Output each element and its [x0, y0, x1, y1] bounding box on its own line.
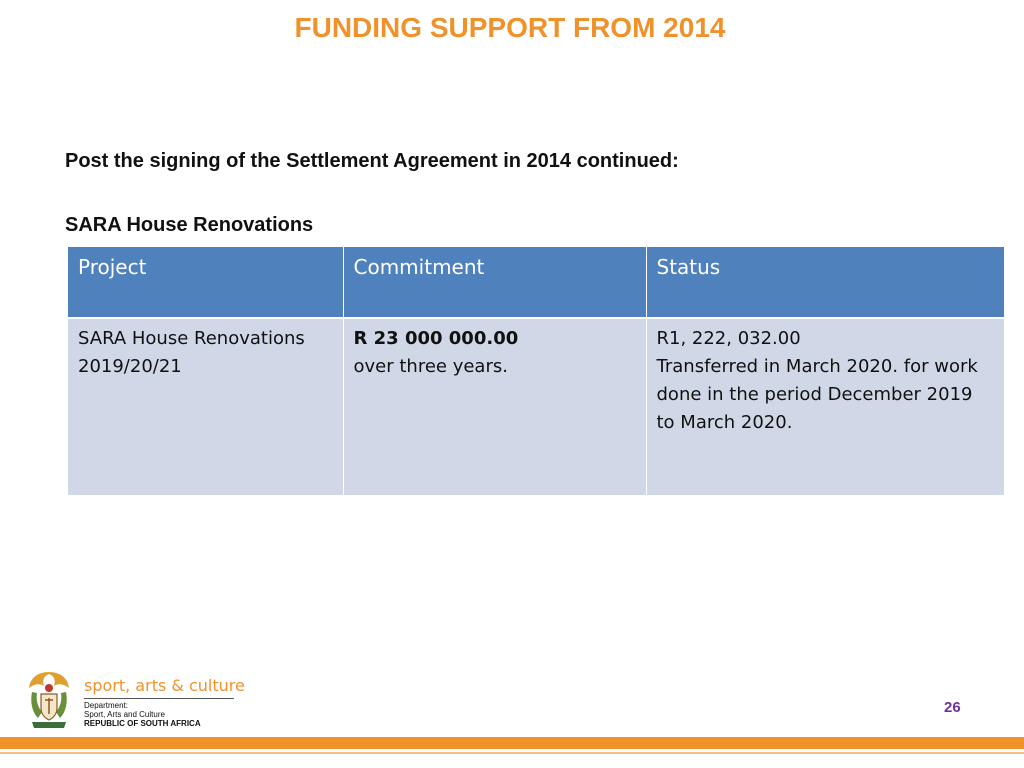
- table-row: [68, 318, 1004, 495]
- dept-line-3: REPUBLIC OF SOUTH AFRICA: [84, 719, 201, 728]
- dept-line-1: Department:: [84, 701, 129, 710]
- header-project: Project: [68, 247, 343, 318]
- cell-commitment: [343, 318, 646, 495]
- page-number: 26: [944, 699, 961, 716]
- dept-line-2: Sport, Arts and Culture: [84, 710, 165, 719]
- project-name: SARA House Renovations: [78, 328, 305, 349]
- commitment-amount: R 23 000 000.00: [353, 328, 519, 349]
- renovations-table: [68, 247, 1005, 495]
- project-period: 2019/20/21: [78, 356, 182, 377]
- cell-project: [68, 318, 343, 495]
- table-header-row: [68, 247, 1004, 318]
- section-heading: SARA House Renovations: [65, 214, 314, 236]
- department-logo: [24, 668, 244, 732]
- status-amount: R1, 222, 032.00: [656, 328, 801, 349]
- cell-status: [646, 318, 1004, 495]
- brand-wordmark: sport, arts & culture: [84, 676, 245, 695]
- commitment-term: over three years.: [353, 356, 508, 377]
- status-text: Transferred in March 2020. for work done in the period December 2019 to March 2020.: [656, 356, 978, 433]
- brand-divider: [84, 698, 234, 699]
- footer-bar: [0, 737, 1024, 749]
- footer-divider: [0, 752, 1024, 754]
- header-status: Status: [646, 247, 1004, 318]
- slide-title: FUNDING SUPPORT FROM 2014: [294, 12, 726, 43]
- intro-text: Post the signing of the Settlement Agreement in 2014 continued:: [65, 150, 679, 172]
- coat-of-arms-icon: [24, 668, 74, 732]
- header-commitment: Commitment: [343, 247, 646, 318]
